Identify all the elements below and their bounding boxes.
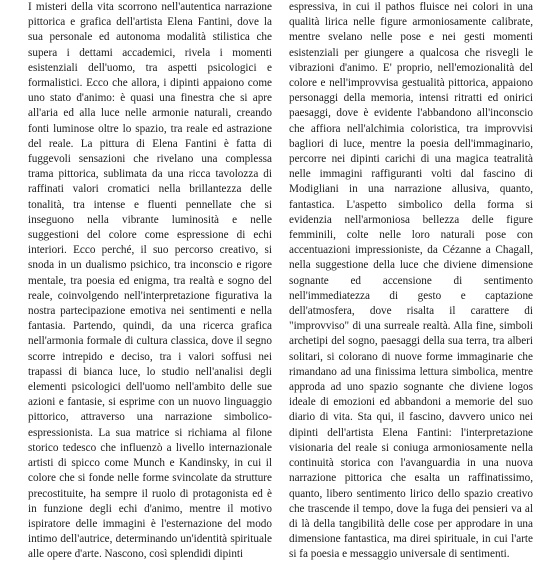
text-column-right bbox=[289, 0, 533, 563]
article-paragraph-right: espressiva, in cui il pathos fluisce nei colori in una qualità lirica nelle figure armoniosamente calibrate, mentre svelano nelle pose e nei gesti momenti esistenziali per giungere a qualcosa che risvegli le vibrazioni d'animo. E' proprio, nell'emozionalità del colore e nell'improvvisa gestualità pittorica, appaiono personaggi della memoria, intensi ritratti ed onirici paesaggi, dove è evidente l'abbandono all'inconscio che affiora nell'alchimia coloristica, tra improvvisi bagliori di luce, mentre la poesia dell'immaginario, percorre nei dipinti carichi di una magica teatralità nelle immagini raffiguranti volti dal fascino di Modigliani in una narrazione allusiva, quanto, fantastica. L'aspetto simbolico della forma si evidenzia nell'armoniosa bellezza delle figure femminili, colte nelle loro naturali pose con accentuazioni impressioniste, da Cézanne a Chagall, nella suggestione della luce che diviene dimensione sognante ed accensione di sentimento nell'immediatezza di gesto e captazione dell'atmosfera, dove risalta il carattere di "improvviso" di una surreale realtà. Alla fine, simboli archetipi del sogno, paesaggi della sua terra, tra alberi solitari, si colorano di nuove forme immaginarie che rimandano ad una finissima lettura simbolica, mentre approda ad uno spazio sognante che diviene logos ideale di emozioni ed abbandoni a memorie del suo diario di vita. Sta qui, il fascino, davvero unico nei dipinti dell'artista Elena Fantini: l'interpretazione visionaria del reale si coniuga armoniosamente nella continuità storica con l'avanguardia in una nuova narrazione pittorica che esalta un raffinatissimo, quanto, libero sentimento lirico dello spazio creativo che trascende il tempo, dove la fuga dei pensieri va al di là della tangibilità delle cose per approdare in una dimensione fantastica, ma direi spirituale, in cui l'arte si fa poesia e messaggio universale di sentimenti. bbox=[289, 1, 533, 561]
article-paragraph-left: I misteri della vita scorrono nell'autentica narrazione pittorica e grafica dell'artista Elena Fantini, dove la sua personale ed autonoma modalità stilistica che supera i dettami accademici, rivela i momenti esistenziali dell'uomo, tra aspetti psicologici e formalistici. Ecco che allora, i dipinti appaiono come uno stato d'animo: è quasi una finestra che si apre all'aria ed alla luce nelle armonie naturali, creando fonti luminose oltre lo spazio, tra reale ed astrazione del reale. La pittura di Elena Fantini è fatta di fuggevoli sensazioni che rivelano una complessa trama pittorica, sublimata da una ricca tavolozza di raffinati valori cromatici nella brillantezza delle tonalità, tra intense e fluenti pennellate che si inseguono nella vibrante luminosità e nelle suggestioni del colore come espressione di echi interiori. Ecco perché, il suo percorso creativo, si snoda in un dualismo psichico, tra inconscio e rigore mentale, tra poesia ed enigma, tra realtà e sogno del reale, coinvolgendo nell'interpretazione figurativa la nostra partecipazione emotiva nei sentimenti e nella fantasia. Partendo, quindi, da una ricerca grafica nell'armonia formale di cultura classica, dove il segno scorre intrepido e deciso, tra i valori soffusi nei trapassi di bianca luce, lo studio nell'analisi degli elementi psicologici dell'uomo nell'ambito delle sue azioni e fantasie, si esprime con un nuovo linguaggio pittorico, attraverso una narrazione simbolico-espressionista. La sua matrice si richiama al filone storico tedesco che influenzò a livello internazionale artisti di spicco come Munch e Kandinsky, in cui il colore che si fonde nelle forme svincolate da strutture precostituite, ha sempre il ruolo di protagonista ed è in funzione degli echi d'animo, mentre il motivo ispiratore delle immagini è l'esternazione del modo intimo dell'autrice, determinando un'identità spirituale alle opere d'arte. Nascono, così splendidi dipinti bbox=[28, 1, 272, 561]
text-column-left bbox=[28, 0, 272, 563]
